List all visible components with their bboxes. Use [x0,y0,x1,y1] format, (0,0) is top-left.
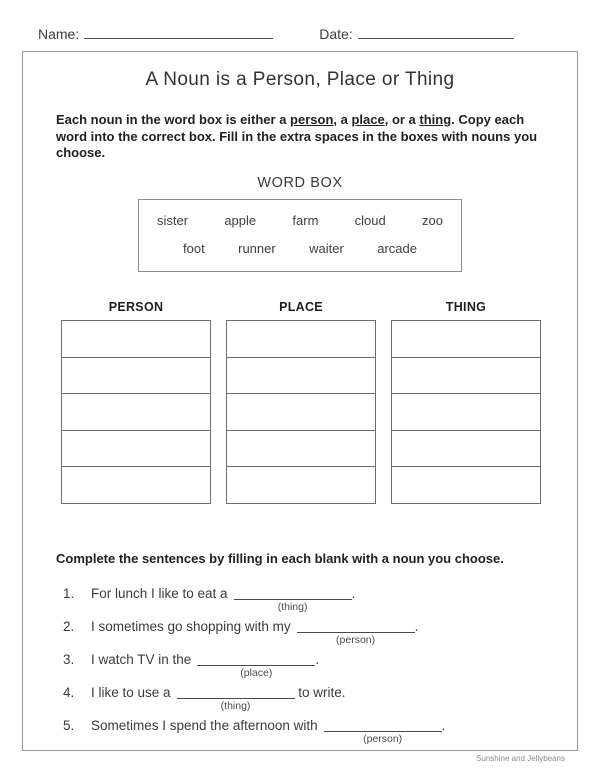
sentences-list [63,586,577,746]
sentence-number: 1. [63,586,75,602]
category-column-thing [391,300,541,505]
instructions-segment: , or a [384,112,420,127]
category-columns [61,300,541,505]
person-cell[interactable] [61,393,211,431]
sentence-blank[interactable] [234,586,352,614]
sentence-text: I watch TV in the [91,652,192,668]
worksheet-sheet [22,51,578,751]
sentence-blank[interactable] [297,619,415,647]
word-arcade: arcade [377,240,417,256]
sentence-number: 2. [63,619,75,635]
name-fill-line[interactable] [84,26,273,39]
thing-cell[interactable] [391,357,541,395]
blank-hint: (person) [363,733,403,746]
category-header-thing: THING [445,299,487,314]
person-cell[interactable] [61,466,211,504]
underlined-word-thing: thing [419,112,452,127]
place-cell[interactable] [226,320,376,358]
place-cell[interactable] [226,466,376,504]
person-cell[interactable] [61,357,211,395]
sentence-item-3 [63,652,577,680]
category-header-place: PLACE [279,299,323,314]
sentence-blank[interactable] [197,652,315,680]
instructions-segment: , a [333,112,352,127]
place-cell[interactable] [226,357,376,395]
place-cell[interactable] [226,393,376,431]
word-sister: sister [157,212,189,228]
thing-cell[interactable] [391,393,541,431]
thing-cell[interactable] [391,430,541,468]
worksheet-title: A Noun is a Person, Place or Thing [145,69,455,90]
word-farm: farm [292,212,319,228]
sentence-text: . [315,652,320,668]
instructions-segment: Each noun in the word box is either a [56,112,291,127]
sentence-number: 4. [63,685,75,701]
sentence-number: 3. [63,652,75,668]
blank-hint: (place) [240,667,273,680]
person-cell[interactable] [61,430,211,468]
sentence-text: Sometimes I spend the afternoon with [91,718,318,734]
name-label: Name: [38,26,80,42]
thing-cell[interactable] [391,320,541,358]
word-apple: apple [224,212,257,228]
thing-cell[interactable] [391,466,541,504]
category-header-person: PERSON [108,299,164,314]
sentence-number: 5. [63,718,75,734]
sentence-text: to write. [294,685,346,701]
word-zoo: zoo [422,212,443,228]
word-box-row-2 [155,241,445,256]
word-box-row-1 [155,213,445,228]
sentence-item-5 [63,718,577,746]
blank-hint: (thing) [277,601,308,614]
sentence-item-1 [63,586,577,614]
word-waiter: waiter [309,240,344,256]
underlined-word-place: place [351,112,385,127]
sentences-heading: Complete the sentences by filling in each blank with a noun you choose. [56,551,504,567]
sentence-item-2 [63,619,577,647]
sentence-item-4 [63,685,577,713]
word-box [138,199,462,272]
word-foot: foot [183,240,205,256]
sentence-text: . [441,718,446,734]
sentence-blank[interactable] [324,718,442,746]
word-cloud: cloud [354,212,386,228]
date-label: Date: [319,26,353,42]
date-group [319,26,513,42]
sentence-text: I like to use a [91,685,171,701]
category-column-person [61,300,211,505]
place-cell[interactable] [226,430,376,468]
date-fill-line[interactable] [358,26,514,39]
sentence-text: For lunch I like to eat a [91,586,228,602]
sentence-text: I sometimes go shopping with my [91,619,291,635]
footer-credit: Sunshine and Jellybeans [476,754,565,763]
name-date-row [0,0,600,42]
person-cell[interactable] [61,320,211,358]
word-box-title: WORD BOX [257,174,343,191]
sentence-blank[interactable] [177,685,295,713]
word-runner: runner [238,240,276,256]
instructions-segment: . Copy each word into the correct box. Fill in the extra spaces in the boxes with nouns you choose. [56,112,538,161]
blank-hint: (thing) [220,700,251,713]
sentence-text: . [414,619,419,635]
instructions [56,112,547,162]
sentence-text: . [351,586,356,602]
underlined-word-person: person [290,112,334,127]
category-column-place [226,300,376,505]
blank-hint: (person) [336,634,376,647]
